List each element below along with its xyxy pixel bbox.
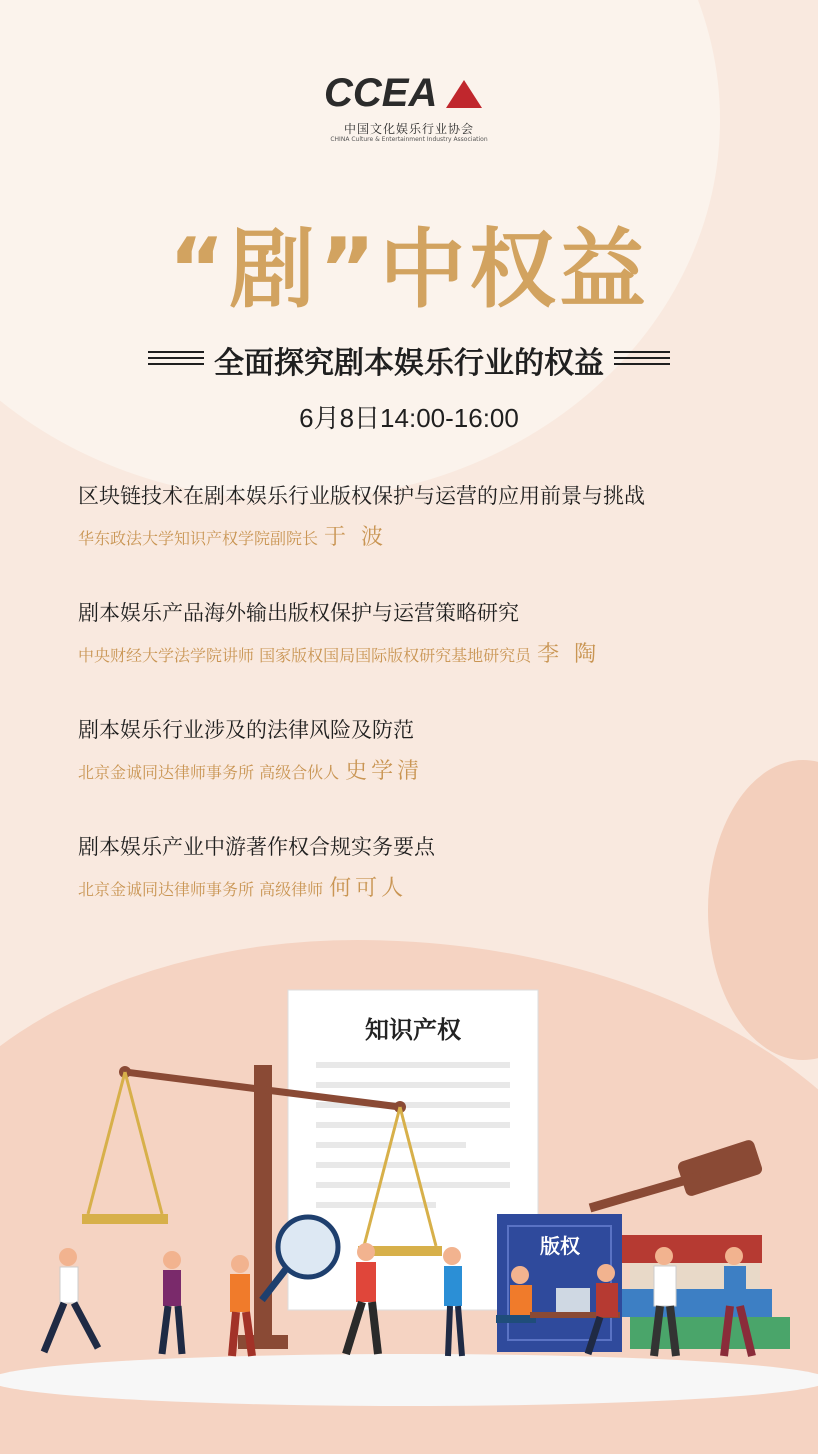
subtitle-rule-left [148,351,204,369]
logo-text: CCEA [324,71,438,115]
speaker-affiliation: 北京金诚同达律师事务所 高级合伙人 [78,763,340,782]
subtitle: 全面探究剧本娱乐行业的权益 [214,346,604,381]
speaker-name: 何可人 [329,876,408,901]
book-label: 版权 [540,1234,580,1258]
speaker-affiliation: 中央财经大学法学院讲师 国家版权国局国际版权研究基地研究员 [78,646,532,665]
logo-triangle-icon [446,80,482,108]
org-name-en: CHINA Culture & Entertainment Industry Association [330,136,488,143]
talk-speaker [78,637,798,668]
main-title: “剧”中权益 [168,220,650,320]
speaker-name: 史学清 [345,759,424,784]
person-running-icon [44,1248,98,1352]
speaker-name: 李 陶 [537,642,601,667]
talk-speaker [78,871,798,902]
speaker-affiliation: 北京金诚同达律师事务所 高级律师 [78,880,324,899]
document-label: 知识产权 [365,1016,461,1044]
speaker-affiliation: 华东政法大学知识产权学院副院长 [78,529,319,548]
org-name-cn: 中国文化娱乐行业协会 [343,122,474,136]
talk-speaker [78,754,798,785]
subtitle-row [0,338,818,382]
talk-title: 剧本娱乐产业中游著作权合规实务要点 [78,835,435,859]
legal-illustration [0,970,818,1454]
event-datetime: 6月8日14:00-16:00 [299,403,519,433]
book-stack-icon [622,1235,790,1349]
talk-title: 剧本娱乐产品海外输出版权保护与运营策略研究 [78,601,519,625]
talk-item [78,714,798,785]
talk-title: 区块链技术在剧本娱乐行业版权保护与运营的应用前景与挑战 [78,484,645,508]
subtitle-rule-right [614,351,670,369]
talk-speaker [78,520,798,551]
talk-title: 剧本娱乐行业涉及的法律风险及防范 [78,718,414,742]
talk-item [78,480,798,551]
talk-list [78,480,798,948]
speaker-name: 于 波 [324,525,388,550]
talk-item [78,831,798,902]
ccea-logo [0,70,818,116]
talk-item [78,597,798,668]
person-walking-icon [162,1251,182,1354]
floor-ellipse [0,1354,818,1406]
gavel-icon [590,1139,764,1208]
